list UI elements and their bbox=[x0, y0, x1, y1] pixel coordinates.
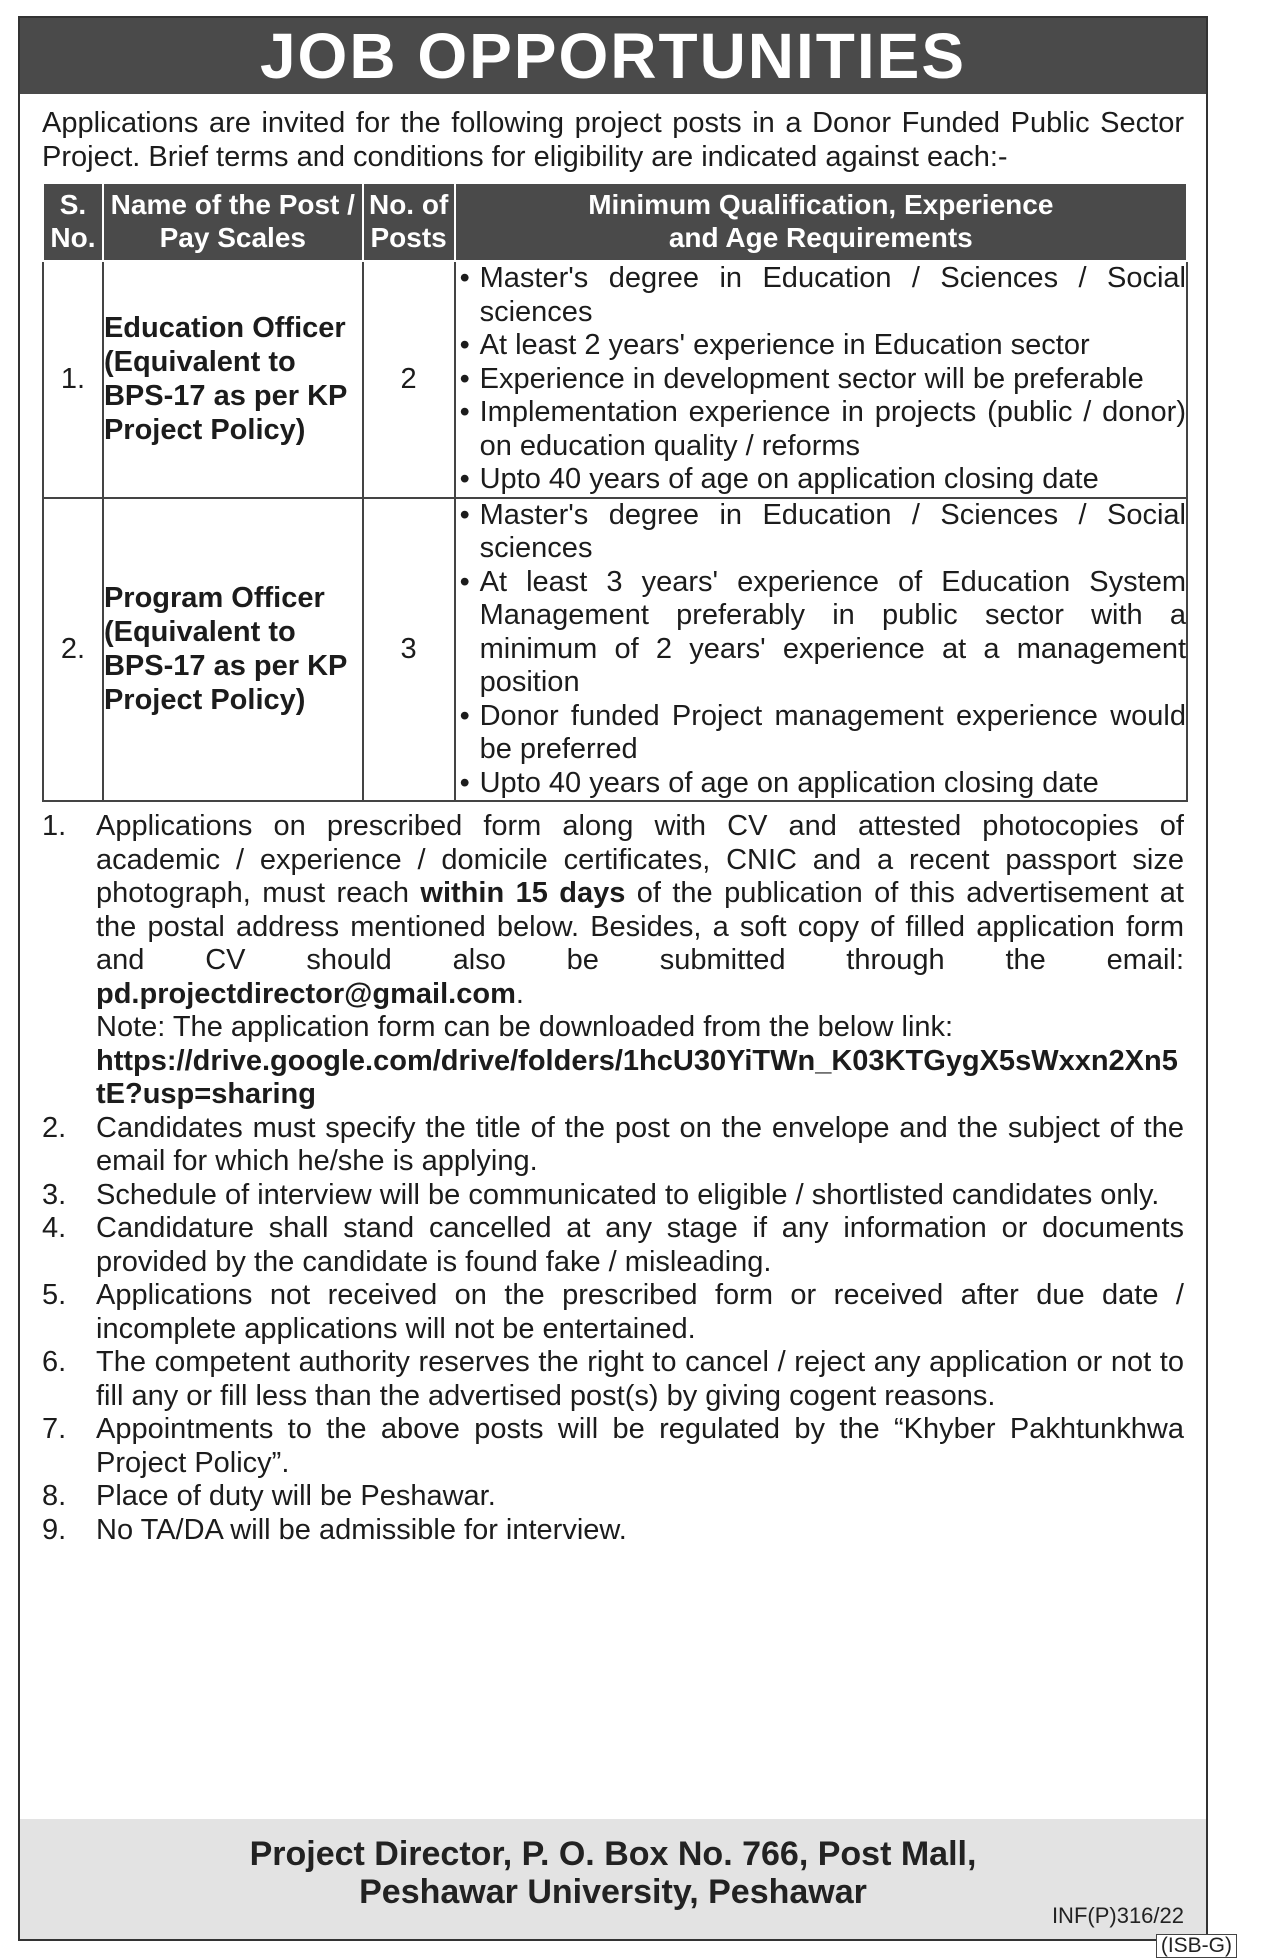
requirement-item: • Implementation experience in projects (public / donor) on education quality / reforms bbox=[456, 396, 1186, 463]
term-number: 5. bbox=[42, 1279, 67, 1311]
footer-address-block bbox=[20, 1819, 1206, 1939]
post-title: Program Officer bbox=[103, 582, 325, 615]
term-item: 4. Candidature shall stand cancelled at any stage if any information or documents provided by the candidate is found fake / misleading. bbox=[42, 1212, 1184, 1278]
contact-email[interactable]: pd.projectdirector@gmail.com bbox=[96, 977, 516, 1010]
application-form-link[interactable]: https://drive.google.com/drive/folders/1hcU30YiTWn_K03KTGygX5sWxxn2Xn5tE?usp=sharing bbox=[96, 1044, 1178, 1110]
job-advertisement bbox=[18, 16, 1208, 1941]
requirement-item: • Upto 40 years of age on application closing date bbox=[456, 767, 1186, 801]
term-number: 7. bbox=[42, 1413, 67, 1445]
requirement-item: • Experience in development sector will be preferable bbox=[456, 363, 1186, 397]
term-item: 6. The competent authority reserves the right to cancel / reject any application or not to fill any or fill less than the advertised post(s) by giving cogent reasons. bbox=[42, 1346, 1184, 1412]
row-post-name bbox=[103, 498, 363, 802]
terms-list bbox=[42, 810, 1184, 1547]
row-post-count: 2 bbox=[363, 261, 455, 498]
header-post-name: Name of the Post / Pay Scales bbox=[103, 183, 363, 261]
ad-banner-title: JOB OPPORTUNITIES bbox=[20, 18, 1206, 94]
row-requirements bbox=[455, 261, 1187, 498]
header-sno: S. No. bbox=[43, 183, 103, 261]
requirement-item: • Master's degree in Education / Sciences / Social sciences bbox=[456, 499, 1186, 566]
requirement-item: • At least 2 years' experience in Education sector bbox=[456, 329, 1186, 363]
requirement-item: • Donor funded Project management experience would be preferred bbox=[456, 700, 1186, 767]
row-sno: 2. bbox=[43, 498, 103, 802]
post-scale: (Equivalent to BPS-17 as per KP Project Policy) bbox=[103, 346, 347, 447]
requirement-item: • At least 3 years' experience of Education System Management preferably in public sector with a minimum of 2 years' experience at a management position bbox=[456, 566, 1186, 700]
term-number: 9. bbox=[42, 1513, 67, 1546]
term-item: 3. Schedule of interview will be communicated to eligible / shortlisted candidates only. bbox=[42, 1178, 1160, 1211]
header-no-of-posts: No. of Posts bbox=[363, 183, 455, 261]
term-item: 8. Place of duty will be Peshawar. bbox=[42, 1480, 496, 1512]
reference-number: INF(P)316/22 bbox=[1051, 1903, 1184, 1928]
post-scale: (Equivalent to BPS-17 as per KP Project Policy) bbox=[103, 616, 347, 717]
table-row bbox=[43, 498, 1187, 802]
requirement-item: • Upto 40 years of age on application closing date bbox=[456, 463, 1186, 497]
term-item: 7. Appointments to the above posts will be regulated by the “Khyber Pakhtunkhwa Project Policy”. bbox=[42, 1413, 1184, 1479]
term-item: 9. No TA/DA will be admissible for interview. bbox=[42, 1513, 627, 1546]
row-requirements bbox=[455, 498, 1187, 802]
address-line-1: Project Director, P. O. Box No. 766, Post Mall, bbox=[249, 1835, 977, 1873]
intro-paragraph: Applications are invited for the following project posts in a Donor Funded Public Sector Project. Brief terms and conditions for eligibility are indicated against each:- bbox=[42, 107, 1184, 173]
post-title: Education Officer bbox=[103, 312, 346, 345]
term-number: 1. bbox=[42, 810, 67, 842]
row-post-count: 3 bbox=[363, 498, 455, 802]
row-post-name bbox=[103, 261, 363, 498]
term-number: 8. bbox=[42, 1480, 67, 1512]
term-item: 2. Candidates must specify the title of the post on the envelope and the subject of the email for which he/she is applying. bbox=[42, 1111, 1184, 1177]
term-number: 3. bbox=[42, 1178, 67, 1211]
term-item: 5. Applications not received on the prescribed form or received after due date / incomplete applications will not be entertained. bbox=[42, 1279, 1184, 1345]
header-requirements: Minimum Qualification, Experience and Age Requirements bbox=[455, 183, 1187, 261]
table-row bbox=[43, 261, 1187, 498]
term-number: 4. bbox=[42, 1212, 67, 1244]
requirement-item: • Master's degree in Education / Sciences / Social sciences bbox=[456, 262, 1186, 329]
agency-code: (ISB-G) bbox=[1156, 1934, 1237, 1958]
term-item: 1. Applications on prescribed form along with CV and attested photocopies of academic / experience / domicile certificates, CNIC and a recent passport size photograph, must reach within 15 days of the publication of this advertisement at the postal address mentioned below. Besides, a soft copy of filled application form and CV should also be submitted through the email: pd.projectdirector@gmail.com. Note: The application form can be downloaded from the below link: https://drive.google.com/drive/folders/1hcU30YiTWn_K03KTGygX5sWxxn2Xn5tE?usp=sharing bbox=[42, 810, 1184, 1110]
address-line-2: Peshawar University, Peshawar bbox=[359, 1873, 867, 1911]
row-sno: 1. bbox=[43, 261, 103, 498]
deadline-text: within 15 days bbox=[420, 877, 626, 909]
posts-table bbox=[42, 182, 1188, 802]
table-header-row bbox=[43, 183, 1187, 261]
term-number: 2. bbox=[42, 1111, 67, 1144]
download-note: Note: The application form can be downloaded from the below link: bbox=[96, 1011, 954, 1043]
term-number: 6. bbox=[42, 1346, 67, 1378]
